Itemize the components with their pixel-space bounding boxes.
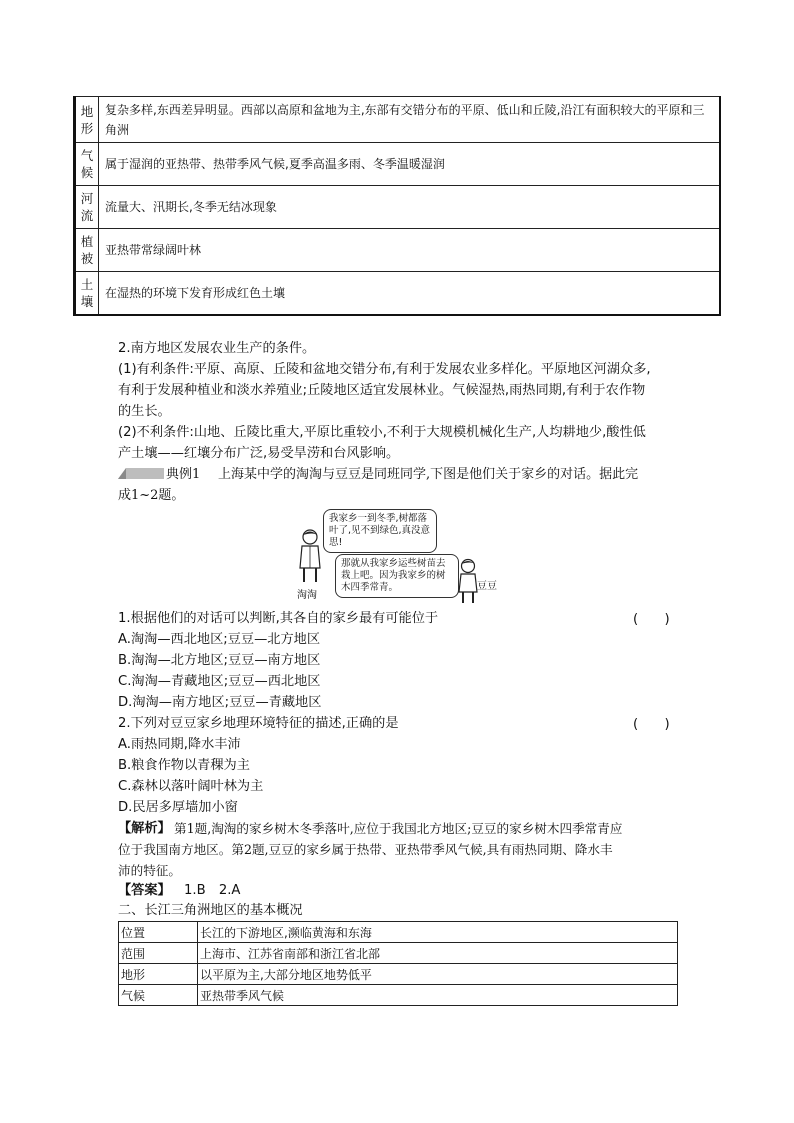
row-content: 流量大、汛期长,冬季无结冰现象 [99, 186, 721, 229]
favorable-line: 的生长。 [118, 404, 171, 419]
unfavorable-line: (2)不利条件:山地、丘陵比重大,平原比重较小,不利于大规模机械化生产,人均耕地少,酸性低 [118, 425, 646, 440]
option: B.粮食作物以青稞为主 [118, 758, 250, 773]
speech-bubble-doudou: 那就从我家乡运些树苗去栽上吧。因为我家乡的树木四季常青。 [335, 554, 459, 598]
table-row [119, 922, 678, 943]
boy-left-figure-icon [295, 528, 325, 586]
analysis-label: 【解析】 [118, 821, 171, 836]
option: B.淘淘—北方地区;豆豆—南方地区 [118, 653, 321, 668]
row-content: 亚热带常绿阔叶林 [99, 229, 721, 272]
question-2-stem: 2.下列对豆豆家乡地理环境特征的描述,正确的是 [118, 716, 399, 731]
table-row [119, 943, 678, 964]
row-header: 气候 [75, 143, 99, 186]
answer-value: 1.B 2.A [184, 883, 241, 898]
row-value: 长江的下游地区,濒临黄海和东海 [198, 922, 678, 943]
favorable-line: (1)有利条件:平原、高原、丘陵和盆地交错分布,有利于发展农业多样化。平原地区河湖众多, [118, 362, 651, 377]
option: D.民居多厚墙加小窗 [118, 800, 238, 815]
row-header: 土壤 [75, 272, 99, 315]
example-label: 典例1 [166, 467, 201, 482]
analysis-text: 第1题,淘淘的家乡树木冬季落叶,应位于我国北方地区;豆豆的家乡树木四季常青应 [174, 821, 623, 836]
speech-bubble-taotao: 我家乡一到冬季,树都落叶了,见不到绿色,真没意思! [323, 509, 437, 553]
row-key: 位置 [119, 922, 198, 943]
section2-title: 2.南方地区发展农业生产的条件。 [118, 341, 316, 356]
row-key: 范围 [119, 943, 198, 964]
row-value: 亚热带季风气候 [198, 985, 678, 1006]
favorable-line: 有利于发展种植业和淡水养殖业;丘陵地区适宜发展林业。气候湿热,雨热同期,有利于农作物 [118, 383, 646, 398]
analysis-text: 沛的特征。 [118, 863, 181, 878]
row-value: 以平原为主,大部分地区地势低平 [198, 964, 678, 985]
section-title: 二、长江三角洲地区的基本概况 [118, 903, 303, 918]
table-row [75, 229, 721, 272]
table-row [75, 272, 721, 315]
row-content: 属于湿润的亚热带、热带季风气候,夏季高温多雨、冬季温暖湿润 [99, 143, 721, 186]
table-row [75, 97, 721, 143]
row-key: 地形 [119, 964, 198, 985]
name-label-taotao: 淘淘 [297, 590, 317, 601]
analysis-text: 位于我国南方地区。第2题,豆豆的家乡属于热带、亚热带季风气候,具有雨热同期、降水丰 [118, 842, 613, 857]
option: A.雨热同期,降水丰沛 [118, 737, 241, 752]
row-value: 上海市、江苏省南部和浙江省北部 [198, 943, 678, 964]
question-1-stem: 1.根据他们的对话可以判断,其各自的家乡最有可能位于 [118, 611, 439, 626]
row-header: 地形 [75, 97, 99, 143]
yangtze-delta-table [118, 921, 678, 1006]
row-content: 复杂多样,东西差异明显。西部以高原和盆地为主,东部有交错分布的平原、低山和丘陵,沿江有面积较大的平原和三角洲 [99, 97, 721, 143]
example-line: 成1~2题。 [118, 488, 185, 503]
table-row [75, 186, 721, 229]
option: D.淘淘—南方地区;豆豆—青藏地区 [118, 695, 322, 710]
region-features-table [73, 96, 721, 316]
table-row [75, 143, 721, 186]
table-row [119, 985, 678, 1006]
example-marker-icon [118, 465, 164, 481]
row-header: 河流 [75, 186, 99, 229]
answer-blank: ( ) [633, 612, 670, 627]
answer-label: 【答案】 [118, 883, 171, 898]
dialogue-illustration [295, 508, 500, 608]
option: C.森林以落叶阔叶林为主 [118, 779, 264, 794]
option: A.淘淘—西北地区;豆豆—北方地区 [118, 632, 321, 647]
row-content: 在湿热的环境下发育形成红色土壤 [99, 272, 721, 315]
unfavorable-line: 产土壤——红壤分布广泛,易受旱涝和台风影响。 [118, 446, 400, 461]
example-line: 上海某中学的淘淘与豆豆是同班同学,下图是他们关于家乡的对话。据此完 [218, 467, 639, 482]
name-label-doudou: 豆豆 [477, 581, 497, 592]
answer-blank: ( ) [633, 717, 670, 732]
table-row [119, 964, 678, 985]
option: C.淘淘—青藏地区;豆豆—西北地区 [118, 674, 321, 689]
row-key: 气候 [119, 985, 198, 1006]
row-header: 植被 [75, 229, 99, 272]
